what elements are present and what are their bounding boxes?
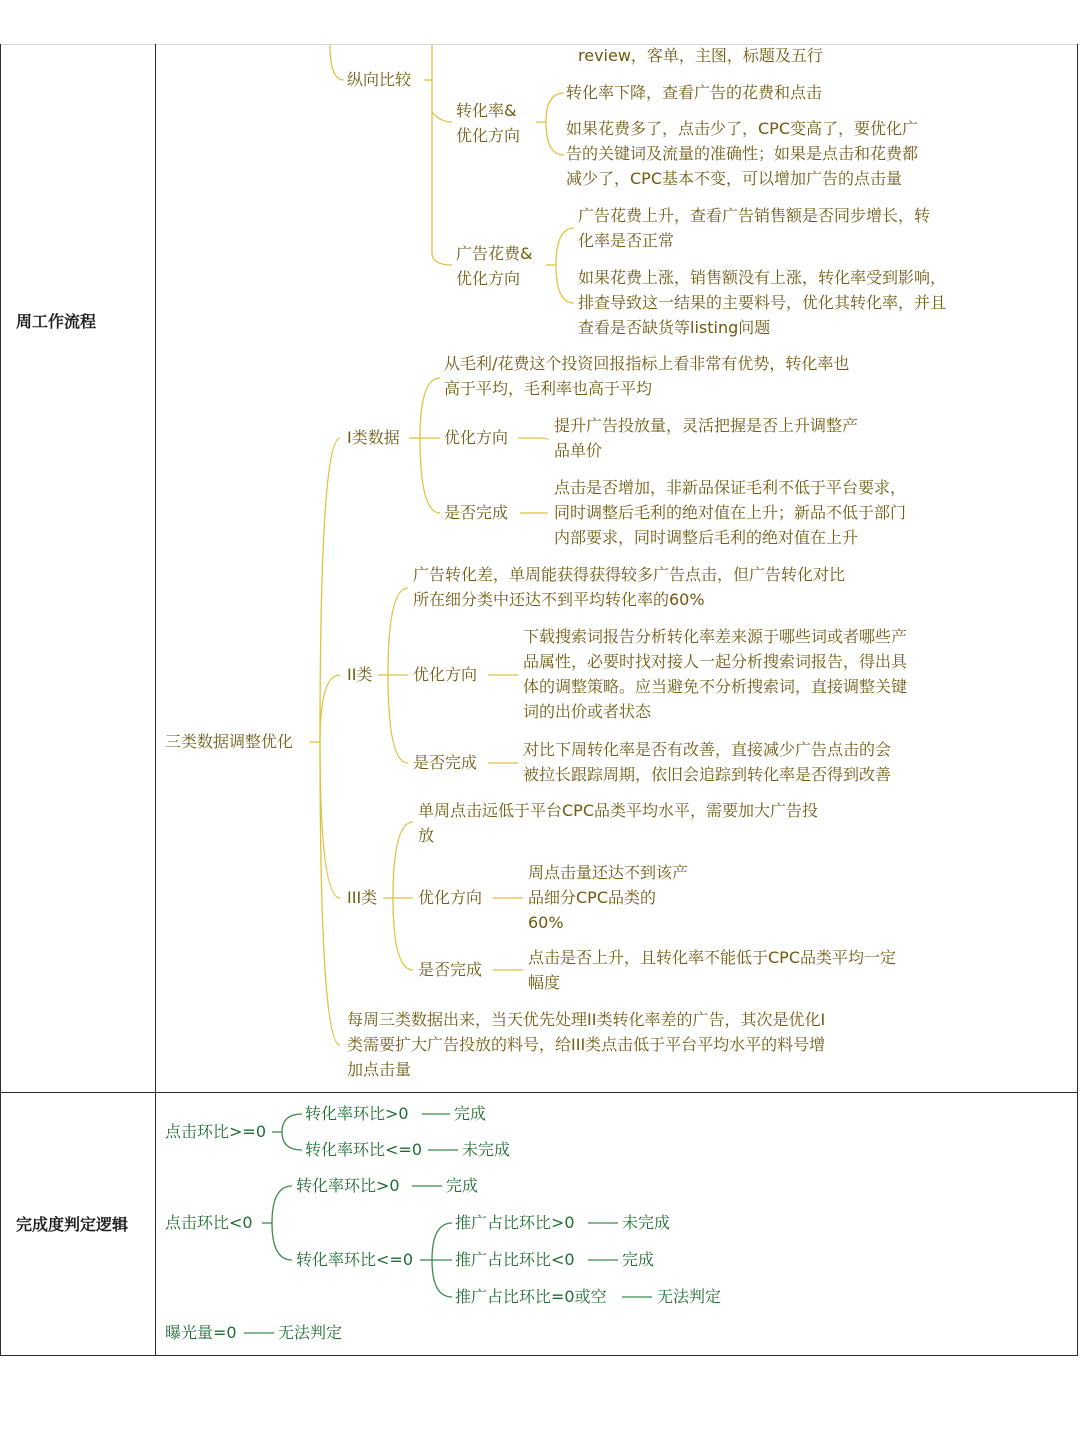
class2-opt-line4: 词的出价或者状态 bbox=[523, 702, 652, 721]
conversion-item-2-line1: 如果花费多了，点击少了，CPC变高了，要优化广 bbox=[566, 119, 918, 138]
class1-opt-line2: 品单价 bbox=[554, 441, 603, 460]
click-lt0-cond-a: 转化率环比>0 bbox=[296, 1176, 400, 1195]
promo-share-result-1: 未完成 bbox=[622, 1213, 671, 1232]
class3-opt-line1: 周点击量还达不到该产 bbox=[528, 863, 689, 882]
class1-done-line3: 内部要求，同时调整后毛利的绝对值在上升 bbox=[554, 528, 859, 547]
promo-share-cond-3: 推广占比环比=0或空 bbox=[455, 1287, 607, 1306]
class1-done-label: 是否完成 bbox=[444, 503, 509, 522]
conversion-item-2-line2: 告的关键词及流量的准确性；如果是点击和花费都 bbox=[566, 144, 919, 163]
class1-done-line1: 点击是否增加，非新品保证毛利不低于平台要求， bbox=[554, 478, 907, 497]
summary-line2: 类需要扩大广告投放的料号，给III类点击低于平台平均水平的料号增 bbox=[347, 1035, 826, 1054]
review-line: review，客单，主图，标题及五行 bbox=[578, 46, 823, 65]
click-ge0-cond-a: 转化率环比>0 bbox=[305, 1104, 409, 1123]
class3-done-line2: 幅度 bbox=[528, 973, 561, 992]
class1-desc-line1: 从毛利/花费这个投资回报指标上看非常有优势，转化率也 bbox=[444, 354, 850, 373]
adspend-item-2-line3: 查看是否缺货等listing问题 bbox=[578, 318, 771, 337]
adspend-item-2-line2: 排查导致这一结果的主要料号，优化其转化率，并且 bbox=[578, 293, 947, 312]
click-ge0-cond-b: 转化率环比<=0 bbox=[305, 1140, 422, 1159]
class3-done-label: 是否完成 bbox=[418, 960, 483, 979]
click-lt0-label: 点击环比<0 bbox=[165, 1213, 253, 1232]
promo-share-result-2: 完成 bbox=[622, 1250, 655, 1269]
summary-line1: 每周三类数据出来，当天优先处理II类转化率差的广告，其次是优化I bbox=[347, 1010, 826, 1029]
class2-label: II类 bbox=[347, 665, 373, 684]
class3-opt-line2: 品细分CPC品类的 bbox=[528, 888, 656, 907]
class1-done-line2: 同时调整后毛利的绝对值在上升；新品不低于部门 bbox=[554, 503, 907, 522]
exposure-label: 曝光量=0 bbox=[165, 1323, 237, 1342]
vertical-compare-label: 纵向比较 bbox=[347, 70, 412, 89]
class2-done-label: 是否完成 bbox=[413, 753, 478, 772]
conversion-label-1: 转化率& bbox=[456, 101, 517, 120]
class2-done-line2: 被拉长跟踪周期，依旧会追踪到转化率是否得到改善 bbox=[523, 765, 892, 784]
adspend-label-1: 广告花费& bbox=[456, 244, 533, 263]
adspend-item-1-line1: 广告花费上升，查看广告销售额是否同步增长，转 bbox=[578, 206, 931, 225]
row-label-weekly-workflow: 周工作流程 bbox=[16, 312, 97, 331]
exposure-result: 无法判定 bbox=[278, 1323, 343, 1342]
class1-opt-label: 优化方向 bbox=[444, 428, 509, 447]
summary-line3: 加点击量 bbox=[347, 1060, 412, 1079]
conversion-label-2: 优化方向 bbox=[456, 126, 521, 145]
click-lt0-result-a: 完成 bbox=[446, 1176, 479, 1195]
row-label-completion-logic: 完成度判定逻辑 bbox=[16, 1215, 129, 1234]
class3-opt-label: 优化方向 bbox=[418, 888, 483, 907]
class1-label: I类数据 bbox=[347, 428, 400, 447]
conversion-item-2-line3: 减少了，CPC基本不变，可以增加广告的点击量 bbox=[566, 169, 902, 188]
class2-opt-line2: 品属性，必要时找对接人一起分析搜索词报告，得出具 bbox=[523, 652, 908, 671]
promo-share-cond-1: 推广占比环比>0 bbox=[455, 1213, 575, 1232]
three-types-label: 三类数据调整优化 bbox=[165, 732, 294, 751]
class3-opt-line3: 60% bbox=[528, 913, 564, 932]
click-lt0-cond-b: 转化率环比<=0 bbox=[296, 1250, 413, 1269]
class2-opt-line3: 体的调整策略。应当避免不分析搜索词，直接调整关键 bbox=[523, 677, 908, 696]
adspend-label-2: 优化方向 bbox=[456, 269, 521, 288]
conversion-item-1: 转化率下降，查看广告的花费和点击 bbox=[566, 83, 823, 102]
adspend-item-2-line1: 如果花费上涨，销售额没有上涨，转化率受到影响， bbox=[578, 268, 947, 287]
class2-opt-line1: 下载搜索词报告分析转化率差来源于哪些词或者哪些产 bbox=[523, 627, 908, 646]
class2-opt-label: 优化方向 bbox=[413, 665, 478, 684]
promo-share-result-3: 无法判定 bbox=[657, 1287, 722, 1306]
class2-done-line1: 对比下周转化率是否有改善，直接减少广告点击的会 bbox=[523, 740, 892, 759]
class3-desc-line1: 单周点击远低于平台CPC品类平均水平，需要加大广告投 bbox=[418, 801, 818, 820]
click-ge0-result-a: 完成 bbox=[454, 1104, 487, 1123]
adspend-item-1-line2: 化率是否正常 bbox=[578, 231, 675, 250]
click-ge0-result-b: 未完成 bbox=[462, 1140, 511, 1159]
class2-desc-line1: 广告转化差，单周能获得获得较多广告点击，但广告转化对比 bbox=[413, 565, 846, 584]
promo-share-cond-2: 推广占比环比<0 bbox=[455, 1250, 575, 1269]
class3-done-line1: 点击是否上升，且转化率不能低于CPC品类平均一定 bbox=[528, 948, 896, 967]
class1-opt-line1: 提升广告投放量，灵活把握是否上升调整产 bbox=[554, 416, 859, 435]
class3-label: III类 bbox=[347, 888, 378, 907]
class1-desc-line2: 高于平均，毛利率也高于平均 bbox=[444, 379, 653, 398]
click-ge0-label: 点击环比>=0 bbox=[165, 1122, 266, 1141]
class2-desc-line2: 所在细分类中还达不到平均转化率的60% bbox=[413, 590, 705, 609]
class3-desc-line2: 放 bbox=[418, 826, 435, 845]
